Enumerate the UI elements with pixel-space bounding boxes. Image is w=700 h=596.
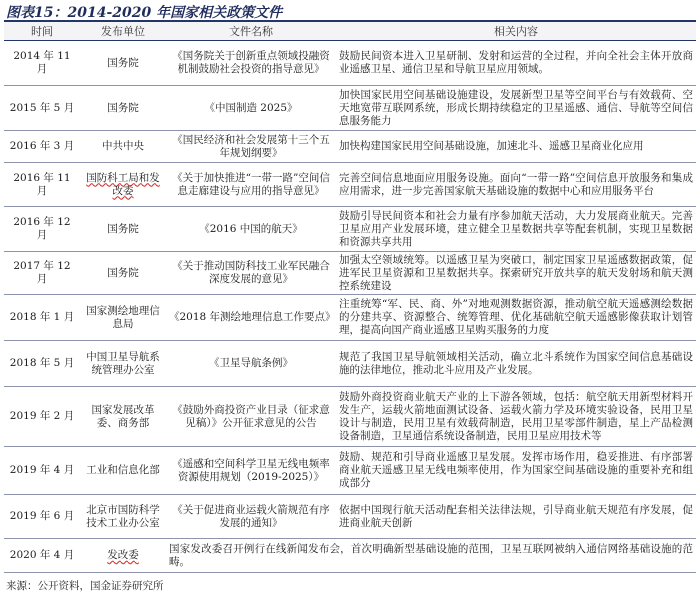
- row-date: 2016 年 12 月: [4, 207, 80, 252]
- header-doc: 文件名称: [166, 22, 336, 41]
- row-org: 国务院: [80, 252, 166, 295]
- row-date: 2014 年 11 月: [4, 41, 80, 86]
- table-row: [4, 447, 696, 495]
- row-org: 国家发展改革委、商务部: [80, 387, 166, 447]
- row-content: 规范了我国卫星导航领域相关活动，确立北斗系统作为国家空间信息基础设施的法律地位，推动北斗应用及产业发展。: [336, 341, 696, 387]
- row-org: 国家测绘地理信息局: [80, 295, 166, 341]
- row-date: 2019 年 4 月: [4, 447, 80, 495]
- row-date: 2020 年 4 月: [4, 539, 80, 573]
- row-org: 工业和信息化部: [80, 447, 166, 495]
- row-doc: 《卫星导航条例》: [166, 341, 336, 387]
- row-date: 2015 年 5 月: [4, 86, 80, 131]
- row-doc: 《国民经济和社会发展第十三个五年规划纲要》: [166, 131, 336, 163]
- row-content: 鼓励民间资本进入卫星研制、发射和运营的全过程，并向全社会主体开放商业遥感卫星、通信卫星和导航卫星应用领域。: [336, 41, 696, 86]
- table-row: [4, 295, 696, 341]
- table-row: [4, 387, 696, 447]
- row-doc: 《关于促进商业运载火箭规范有序发展的通知》: [166, 495, 336, 539]
- row-org: 中国卫星导航系统管理办公室: [80, 341, 166, 387]
- header-date: 时间: [4, 22, 80, 41]
- row-org: [80, 539, 166, 573]
- row-org-text: 国防科工局和发改委: [86, 171, 160, 197]
- row-org: 国务院: [80, 86, 166, 131]
- table-row: [4, 495, 696, 539]
- row-content: 加快国家民用空间基础设施建设，发展新型卫星等空间平台与有效载荷、空天地宽带互联网系统，形成长期持续稳定的卫星遥感、通信、导航等空间信息服务能力: [336, 86, 696, 131]
- row-content: 加快构建国家民用空间基础设施，加速北斗、遥感卫星商业化应用: [336, 131, 696, 163]
- row-content: 注重统筹“军、民、商、外”对地观测数据资源，推动航空航天遥感测绘数据的分建共享、资源整合、统筹管理、优化基础航空航天遥感影像获取计划管理，提高向国产商业遥感卫星购买服务的力度: [336, 295, 696, 341]
- row-org: 国务院: [80, 41, 166, 86]
- row-date: 2019 年 2 月: [4, 387, 80, 447]
- row-doc: 《国务院关于创新重点领域投融资机制鼓励社会投资的指导意见》: [166, 41, 336, 86]
- row-content: 加强太空领域统筹。以遥感卫星为突破口，制定国家卫星遥感数据政策，促进军民卫星资源和卫星数据共享。探索研究开放共享的航天发射场和航天测控系统建设: [336, 252, 696, 295]
- table-row: [4, 207, 696, 252]
- header-org: 发布单位: [80, 22, 166, 41]
- table-row: [4, 131, 696, 163]
- row-doc: 《鼓励外商投资产业目录（征求意见稿）》公开征求意见的公告: [166, 387, 336, 447]
- table-caption: 图表15：2014-2020 年国家相关政策文件: [6, 5, 283, 21]
- row-org: [80, 163, 166, 207]
- table-row: [4, 341, 696, 387]
- row-content: 鼓励引导民间资本和社会力量有序参加航天活动，大力发展商业航天。完善卫星应用产业发展环境，建立健全卫星数据共享等配套机制，实现卫星数据和资源共享共用: [336, 207, 696, 252]
- row-org-text: 发改委: [107, 549, 139, 561]
- row-org: 北京市国防科学技术工业办公室: [80, 495, 166, 539]
- table-row: [4, 41, 696, 86]
- row-doc: 《关于推动国防科技工业军民融合深度发展的意见》: [166, 252, 336, 295]
- row-content: 鼓励、规范和引导商业遥感卫星发展。发挥市场作用，稳妥推进、有序部署商业航天遥感卫星无线电频率使用，作为国家空间基础设施的重要补充和组成部分: [336, 447, 696, 495]
- row-org: 国务院: [80, 207, 166, 252]
- row-date: 2016 年 11 月: [4, 163, 80, 207]
- table-row: [4, 539, 696, 573]
- row-doc: 《遥感和空间科学卫星无线电频率资源使用规划（2019-2025）》: [166, 447, 336, 495]
- row-doc: 《关于加快推进“一带一路”空间信息走廊建设与应用的指导意见》: [166, 163, 336, 207]
- table-row: [4, 163, 696, 207]
- row-doc: 国家发改委召开例行在线新闻发布会，首次明确新型基础设施的范围，卫星互联网被纳入通信网络基础设施的范畴。: [166, 539, 696, 573]
- header-content: 相关内容: [336, 22, 696, 41]
- row-date: 2018 年 1 月: [4, 295, 80, 341]
- policy-table: [4, 22, 696, 573]
- row-doc: 《中国制造 2025》: [166, 86, 336, 131]
- row-date: 2018 年 5 月: [4, 341, 80, 387]
- row-date: 2016 年 3 月: [4, 131, 80, 163]
- row-content: 鼓励外商投资商业航天产业的上下游各领域，包括：航空航天用新型材料开发生产，运载火箭地面测试设备、运载火箭力学及环境实验设备，民用卫星设计与制造，民用卫星有效载荷制造，民用卫星零部件制造，星上产品检测设备制造，卫星通信系统设备制造，民用卫星应用技术等: [336, 387, 696, 447]
- table-row: [4, 86, 696, 131]
- row-org: 中共中央: [80, 131, 166, 163]
- row-date: 2019 年 6 月: [4, 495, 80, 539]
- source-note: 来源：公开资料，国金证券研究所: [6, 580, 164, 592]
- row-content: 完善空间信息地面应用服务设施。面向“一带一路”空间信息开放服务和集成应用需求，进一步完善国家航天基础设施的数据中心和应用服务平台: [336, 163, 696, 207]
- row-date: 2017 年 12 月: [4, 252, 80, 295]
- table-header-row: [4, 22, 696, 41]
- table-row: [4, 252, 696, 295]
- row-doc: 《2016 中国的航天》: [166, 207, 336, 252]
- row-content: 依据中国现行航天活动配套相关法律法规，引导商业航天规范有序发展，促进商业航天创新: [336, 495, 696, 539]
- row-doc: 《2018 年测绘地理信息工作要点》: [166, 295, 336, 341]
